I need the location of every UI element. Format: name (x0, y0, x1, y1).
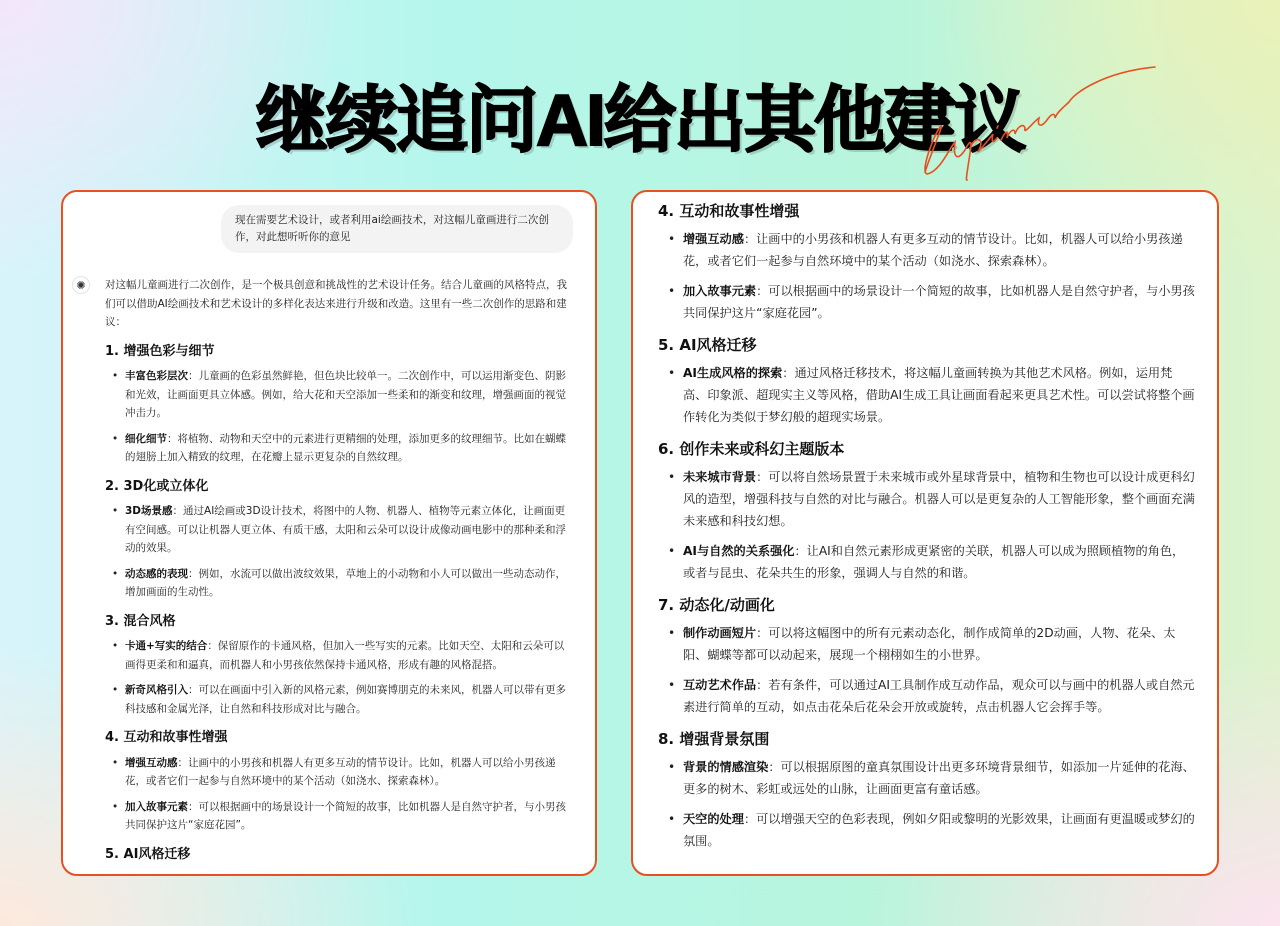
list-item (658, 280, 1195, 324)
item-text: ：让AI和自然元素形成更紧密的关联，机器人可以成为照顾植物的角色，或者与昆虫、花朵共生的形象，强调人与自然的和谐。 (683, 544, 1185, 580)
list-item (658, 674, 1195, 718)
item-label: 增强互动感 (683, 232, 744, 246)
list-item (658, 540, 1195, 584)
item-text: ：保留原作的卡通风格，但加入一些写实的元素。比如天空、太阳和云朵可以画得更柔和和逼真，而机器人和小男孩依然保持卡通风格，形成有趣的风格混搭。 (125, 640, 565, 671)
bullet-list (105, 367, 573, 467)
item-label: 背景的情感渲染 (683, 760, 769, 774)
list-item (105, 798, 573, 835)
item-text: ：通过AI绘画或3D设计技术，将图中的人物、机器人、植物等元素立体化，让画面更有空间感。可以让机器人更立体、有质干感，太阳和云朵可以设计成像动画电影中的那种柔和浮动的效果。 (125, 505, 566, 554)
list-item (105, 681, 573, 718)
item-text: ：可以将自然场景置于未来城市或外星球背景中，植物和生物也可以设计成更科幻风的造型，增强科技与自然的对比与融合。机器人可以是更复杂的人工智能形象，整个画面充满未来感和科技幻想。 (683, 470, 1195, 528)
section-heading: 5. AI风格迁移 (105, 846, 191, 862)
item-label: 加入故事元素 (683, 284, 757, 298)
item-label: 新奇风格引入 (125, 684, 188, 696)
item-label: 3D场景感 (125, 505, 173, 517)
chat-panel-right (631, 190, 1219, 876)
list-item (105, 502, 573, 558)
list-item (658, 466, 1195, 532)
item-text: ：可以增强天空的色彩表现，例如夕阳或黎明的光影效果，让画面有更温暖或梦幻的氛围。 (683, 812, 1195, 848)
item-text: ：可以根据原图的童真氛围设计出更多环境背景细节，如添加一片延伸的花海、更多的树木、彩虹或远处的山脉，让画面更富有童话感。 (683, 760, 1195, 796)
bullet-list (658, 622, 1195, 718)
section-heading: 7. 动态化/动画化 (658, 596, 775, 614)
bullet-list (105, 754, 573, 835)
bullet-list (658, 756, 1195, 852)
item-label: 未来城市背景 (683, 470, 757, 484)
section-heading: 5. AI风格迁移 (658, 336, 757, 354)
section-heading: 8. 增强背景氛围 (658, 730, 770, 748)
item-text: ：儿童画的色彩虽然鲜艳，但色块比较单一。二次创作中，可以运用渐变色、阴影和光效，让画面更具立体感。例如，给大花和天空添加一些柔和的渐变和纹理，增强画面的视觉冲击力。 (125, 370, 566, 419)
item-label: AI与自然的关系强化 (683, 544, 795, 558)
list-item (658, 622, 1195, 666)
list-item (105, 430, 573, 467)
item-text: ：让画中的小男孩和机器人有更多互动的情节设计。比如，机器人可以给小男孩递花，或者它们一起参与自然环境中的某个活动（如浇水、探索森林）。 (683, 232, 1183, 268)
item-text: ：可以将这幅图中的所有元素动态化，制作成简单的2D动画，人物、花朵、太阳、蝴蝶等都可以动起来，展现一个栩栩如生的小世界。 (683, 626, 1176, 662)
item-label: 互动艺术作品 (683, 678, 757, 692)
bullet-list (105, 637, 573, 718)
item-text: ：将植物、动物和天空中的元素进行更精细的处理，添加更多的纹理细节。比如在蝴蝶的翅膀上加入精致的纹理，在花瓣上显示更复杂的自然纹理。 (125, 432, 566, 463)
list-item (105, 637, 573, 674)
list-item (658, 808, 1195, 852)
list-item (105, 754, 573, 791)
item-text: ：可以根据画中的场景设计一个简短的故事，比如机器人是自然守护者，与小男孩共同保护这片“家庭花园”。 (683, 284, 1195, 320)
list-item (105, 367, 573, 423)
item-text: ：例如，水流可以做出波纹效果，草地上的小动物和小人可以做出一些动态动作，增加画面的生动性。 (125, 567, 566, 598)
bullet-list (658, 466, 1195, 584)
section-heading: 4. 互动和故事性增强 (658, 202, 800, 220)
item-text: ：可以根据画中的场景设计一个简短的故事，比如机器人是自然守护者，与小男孩共同保护这片“家庭花园”。 (125, 800, 566, 831)
section-heading: 1. 增强色彩与细节 (105, 343, 215, 359)
item-label: AI生成风格的探索 (683, 366, 783, 380)
list-item (658, 756, 1195, 800)
assistant-response (105, 276, 573, 870)
item-label: 制作动画短片 (683, 626, 757, 640)
chat-panel-left (61, 190, 597, 876)
signature-logo (905, 62, 1165, 182)
item-text: ：若有条件，可以通过AI工具制作成互动作品，观众可以与画中的机器人或自然元素进行简单的互动，如点击花朵后花朵会开放或旋转，点击机器人它会挥手等。 (683, 678, 1195, 714)
item-label: 卡通+写实的结合 (125, 640, 208, 652)
user-message-bubble: 现在需要艺术设计，或者利用ai绘画技术，对这幅儿童画进行二次创作，对此想听听你的意见 (221, 205, 573, 253)
section-heading: 3. 混合风格 (105, 613, 176, 629)
bullet-list (658, 228, 1195, 324)
bullet-list (658, 362, 1195, 428)
section-heading: 6. 创作未来或科幻主题版本 (658, 440, 845, 458)
openai-logo-icon: ✺ (72, 276, 90, 294)
item-text: ：通过风格迁移技术，将这幅儿童画转换为其他艺术风格。例如，运用梵高、印象派、超现实主义等风格，借助AI生成工具让画面看起来更具艺术性。可以尝试将整个画作转化为类似于梦幻般的超现实场景。 (683, 366, 1195, 424)
bullet-list (105, 502, 573, 602)
item-label: 动态感的表现 (125, 567, 188, 580)
item-label: 加入故事元素 (125, 800, 188, 813)
item-label: 增强互动感 (125, 756, 178, 769)
section-heading: 2. 3D化或立体化 (105, 478, 209, 494)
list-item (105, 565, 573, 602)
item-label: 细化细节 (125, 432, 167, 445)
section-heading: 4. 互动和故事性增强 (105, 730, 228, 745)
list-item (658, 228, 1195, 272)
item-label: 丰富色彩层次 (125, 370, 188, 382)
item-text: ：可以在画面中引入新的风格元素，例如赛博朋克的未来风，机器人可以带有更多科技感和金属光泽，让自然和科技形成对比与融合。 (125, 684, 566, 715)
item-label: 天空的处理 (683, 812, 744, 826)
assistant-intro: 对这幅儿童画进行二次创作，是一个极具创意和挑战性的艺术设计任务。结合儿童画的风格特点，我们可以借助AI绘画技术和艺术设计的多样化表达来进行升级和改造。这里有一些二次创作的思路和建议： (105, 279, 567, 328)
assistant-response-continued (658, 198, 1195, 860)
page-title: 继续追问AI给出其他建议 (255, 81, 1024, 161)
item-text: ：让画中的小男孩和机器人有更多互动的情节设计。比如，机器人可以给小男孩递花，或者它们一起参与自然环境中的某个活动（如浇水、探索森林）。 (125, 756, 556, 787)
list-item (658, 362, 1195, 428)
